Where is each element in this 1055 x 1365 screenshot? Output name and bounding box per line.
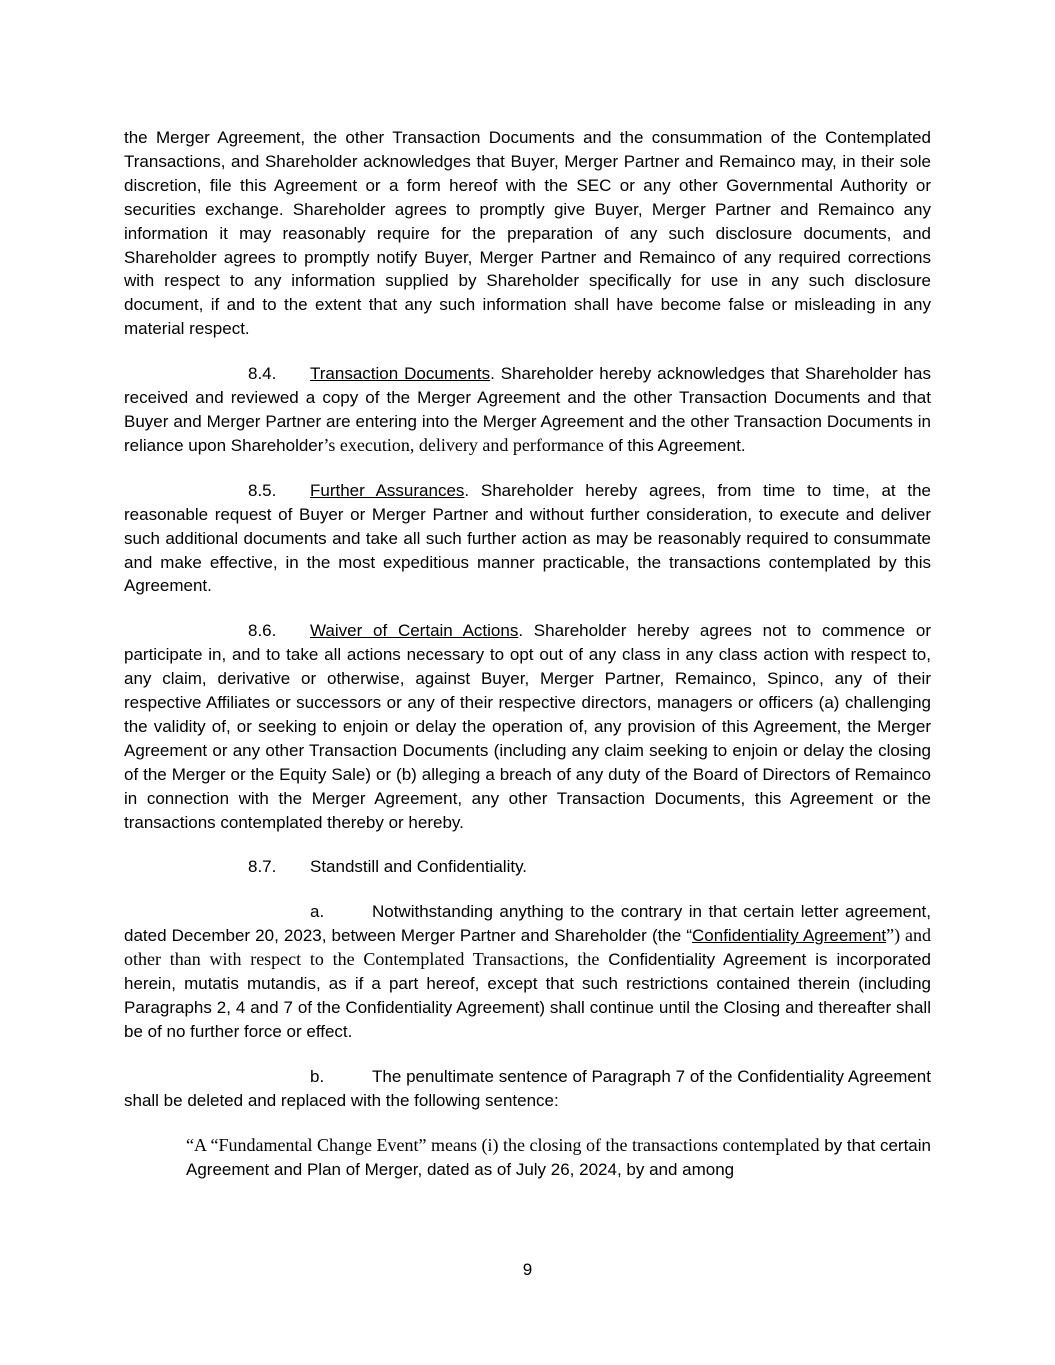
- quoted-text-serif: “A “Fundamental Change Event” means (i) the closing of the transactions contemplated: [186, 1134, 820, 1155]
- section-number: 8.7.: [248, 857, 277, 877]
- section-8-7: [124, 855, 931, 879]
- subsection-letter: a.: [310, 902, 325, 922]
- quoted-text: by that certain Agreement and Plan of Merger, dated as of July 26, 2024, by and among: [186, 1135, 931, 1179]
- section-text-serif: ’s execution, delivery and performance: [323, 434, 604, 455]
- opening-paragraph: the Merger Agreement, the other Transaction Documents and the consummation of the Contemplated Transactions, and Shareholder acknowledges that Buyer, Merger Partner and Remainco may, in their sole discretion, file this Agreement or a form hereof with the SEC or any other Governmental Authority or securities exchange. Shareholder agrees to promptly give Buyer, Merger Partner and Remainco any information it may reasonably require for the preparation of any such disclosure documents, and Shareholder agrees to promptly notify Buyer, Merger Partner and Remainco of any required corrections with respect to any information supplied by Shareholder specifically for use in any such disclosure document, if and to the extent that any such information shall have become false or misleading in any material respect.: [124, 128, 931, 339]
- subsection-8-7-a: [124, 900, 931, 1043]
- section-8-6: [124, 619, 931, 834]
- section-number: 8.4.: [248, 364, 277, 384]
- section-heading: Transaction Documents: [310, 364, 491, 384]
- subsection-text-end: Confidentiality Agreement is incorporated herein, mutatis mutandis, as if a part hereof, except that such restrictions contained therein (including Paragraphs 2, 4 and 7 of the Confidentiality Agreement) shall continue until the Closing and thereafter shall be of no further force or effect.: [124, 950, 931, 1041]
- section-text: . Shareholder hereby agrees, from time to time, at the reasonable request of Buyer or Merger Partner and without further consideration, to execute and deliver such additional documents and take all such further action as may be reasonably required to consummate and make effective, in the most expeditious manner practicable, the transactions contemplated by this Agreement.: [124, 480, 931, 596]
- section-8-5: [124, 479, 931, 599]
- section-8-4: [124, 362, 931, 458]
- section-heading: Further Assurances: [310, 480, 465, 500]
- section-text: . Shareholder hereby acknowledges that Shareholder has received and reviewed a copy of the Merger Agreement and the other Transaction Documents and that Buyer and Merger Partner are entering into the Merger Agreement and the other Transaction Documents in reliance upon Shareholder: [124, 364, 931, 455]
- quoted-definition: [186, 1134, 931, 1182]
- subsection-8-7-b: [124, 1065, 931, 1113]
- open-quote: “: [686, 926, 693, 946]
- subsection-text: The penultimate sentence of Paragraph 7 of the Confidentiality Agreement shall be deleted and replaced with the following sentence:: [124, 1066, 931, 1110]
- subsection-letter: b.: [310, 1066, 325, 1086]
- section-number: 8.5.: [248, 480, 277, 500]
- defined-term: Confidentiality Agreement: [692, 926, 887, 946]
- section-number: 8.6.: [248, 621, 277, 641]
- section-text: . Shareholder hereby agrees not to commence or participate in, and to take all actions necessary to opt out of any class in any class action with respect to, any claim, derivative or otherwise, against Buyer, Merger Partner, Remainco, Spinco, any of their respective Affiliates or successors or any of their respective directors, managers or officers (a) challenging the validity of, or seeking to enjoin or delay the operation of, any provision of this Agreement, the Merger Agreement or any other Transaction Documents (including any claim seeking to enjoin or delay the closing of the Merger or the Equity Sale) or (b) alleging a breach of any duty of the Board of Directors of Remainco in connection with the Merger Agreement, any other Transaction Documents, this Agreement or the transactions contemplated thereby or hereby.: [124, 621, 931, 832]
- document-body: [124, 126, 931, 1181]
- subsection-text: Notwithstanding anything to the contrary in that certain letter agreement, dated December 20, 2023, between Merger Partner and Shareholder (the: [124, 902, 931, 946]
- page-number: 9: [522, 1260, 533, 1279]
- section-text-end: of this Agreement.: [603, 435, 746, 455]
- section-heading: Standstill and Confidentiality.: [310, 857, 528, 877]
- section-heading: Waiver of Certain Actions: [310, 621, 519, 641]
- subsection-text-serif: ”) and other than with respect to the Contemplated Transactions, the: [124, 925, 931, 970]
